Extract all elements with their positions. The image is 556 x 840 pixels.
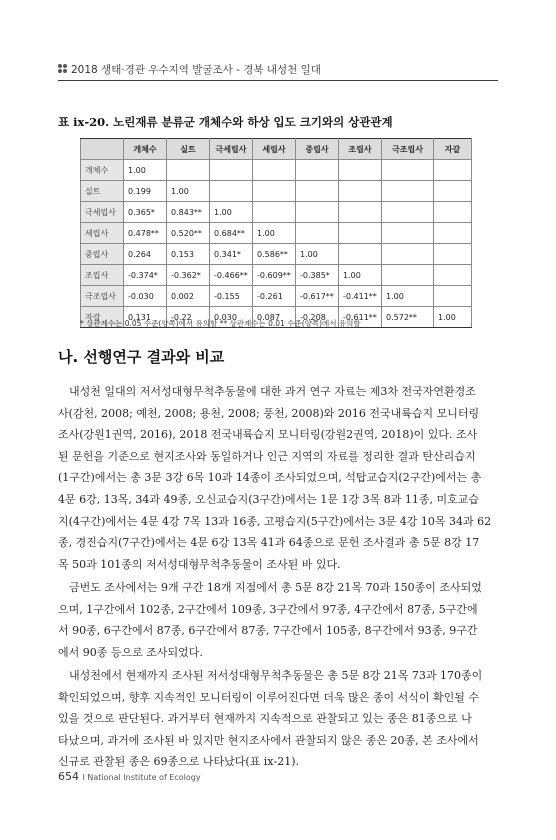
- text-line: 내성천에서 현재까지 조사된 저서성대형무척추동물은 총 5문 8강 21목 73과 170종이: [69, 669, 483, 682]
- table-cell: 0.586**: [253, 244, 296, 265]
- column-header: 조립사: [339, 139, 382, 160]
- table-cell: [339, 160, 382, 181]
- column-header: 극조립사: [382, 139, 434, 160]
- table-cell: 0.002: [167, 286, 210, 307]
- table-cell: 0.572**: [382, 307, 434, 328]
- table-cell: 0.030: [210, 307, 253, 328]
- table-cell: 0.520**: [167, 223, 210, 244]
- text-line: 으며, 1구간에서 102종, 2구간에서 109종, 3구간에서 97종, 4구간에서 87종, 5구간에: [58, 602, 478, 616]
- column-header: 중립사: [296, 139, 339, 160]
- table-row: [81, 202, 472, 223]
- table-cell: [434, 265, 472, 286]
- table-cell: [253, 202, 296, 223]
- table-cell: [339, 244, 382, 265]
- row-header: 개체수: [81, 160, 124, 181]
- table-cell: -0.374*: [124, 265, 167, 286]
- table-cell: 0.264: [124, 244, 167, 265]
- text-line: 에서 90종 등으로 조사되었다.: [58, 645, 203, 659]
- table-cell: [296, 181, 339, 202]
- table-cell: [382, 223, 434, 244]
- row-header: 세립사: [81, 223, 124, 244]
- table-cell: [296, 160, 339, 181]
- text-line: 내성천 일대의 저서성대형무척추동물에 대한 과거 연구 자료는 제3차 전국자연환경조: [69, 385, 476, 398]
- table-cell: 0.199: [124, 181, 167, 202]
- column-header: 자갈: [434, 139, 472, 160]
- row-header: 극세립사: [81, 202, 124, 223]
- table-cell: [296, 202, 339, 223]
- row-header: 실트: [81, 181, 124, 202]
- table-cell: [382, 265, 434, 286]
- table-cell: 0.684**: [210, 223, 253, 244]
- table-cell: -0.261: [253, 286, 296, 307]
- table-cell: [434, 160, 472, 181]
- table-caption: 표 ⅸ-20. 노린재류 분류군 개체수와 하상 입도 크기와의 상관관계: [58, 115, 393, 129]
- header-divider: [58, 80, 498, 81]
- table-cell: -0.22: [167, 307, 210, 328]
- column-header: 실트: [167, 139, 210, 160]
- page-footer: [58, 770, 201, 783]
- table-cell: [167, 160, 210, 181]
- column-header: [81, 139, 124, 160]
- text-line: 타났으며, 과거에 조사된 바 있지만 현지조사에서 관찰되지 않은 종은 20종, 본 조사에서: [58, 733, 479, 747]
- text-line: 지(4구간)에서는 4문 4강 7목 13과 16종, 고평습지(5구간)에서는 3문 4강 10목 34과 62: [58, 514, 492, 528]
- text-line: 확인되었으며, 향후 지속적인 모니터링이 이루어진다면 더욱 많은 종이 서식이 확인될 수: [58, 690, 479, 704]
- table-cell: -0.466**: [210, 265, 253, 286]
- table-cell: 1.00: [339, 265, 382, 286]
- table-cell: 0.087: [253, 307, 296, 328]
- text-line: 종, 경진습지(7구간)에서는 4문 6강 13목 41과 64종으로 문헌 조사결과 총 5문 8강 17: [58, 536, 480, 550]
- table-cell: [382, 181, 434, 202]
- table-cell: 1.00: [253, 223, 296, 244]
- table-cell: [434, 202, 472, 223]
- table-row: [81, 160, 472, 181]
- table-cell: [296, 223, 339, 244]
- table-cell: 1.00: [382, 286, 434, 307]
- table-cell: 1.00: [296, 244, 339, 265]
- table-cell: 0.478**: [124, 223, 167, 244]
- table-cell: [339, 202, 382, 223]
- table-cell: 0.365*: [124, 202, 167, 223]
- table-cell: -0.609**: [253, 265, 296, 286]
- row-header: 자갈: [81, 307, 124, 328]
- column-header: 세립사: [253, 139, 296, 160]
- table-cell: [253, 181, 296, 202]
- table-cell: 0.131: [124, 307, 167, 328]
- text-line: 사(감천, 2008; 예천, 2008; 용천, 2008; 풍천, 2008)와 2016 전국내륙습지 모니터링: [58, 406, 480, 420]
- section-title: 나. 선행연구 결과와 비교: [58, 348, 225, 366]
- table-cell: [339, 223, 382, 244]
- text-line: 서 90종, 6구간에서 87종, 6구간에서 87종, 7구간에서 105종, 8구간에서 93종, 9구간: [58, 624, 478, 638]
- bullet-dots-icon: [58, 64, 68, 74]
- table-row: [81, 244, 472, 265]
- table-cell: -0.362*: [167, 265, 210, 286]
- table-cell: 1.00: [167, 181, 210, 202]
- running-header: [58, 62, 498, 78]
- text-line: 금번도 조사에서는 9개 구간 18개 지점에서 총 5문 8강 21목 70과 150종이 조사되었: [69, 581, 482, 594]
- table-cell: [382, 244, 434, 265]
- table-cell: -0.030: [124, 286, 167, 307]
- paragraph-comparison: [58, 665, 498, 773]
- table-cell: 1.00: [434, 307, 472, 328]
- row-header: 중립사: [81, 244, 124, 265]
- table-cell: -0.208: [296, 307, 339, 328]
- table-row: [81, 286, 472, 307]
- table-cell: [434, 286, 472, 307]
- table-cell: -0.385*: [296, 265, 339, 286]
- column-header: 개체수: [124, 139, 167, 160]
- table-note: * 상관계수는 0.05 수준(양쪽)에서 유의함 ** 상관계수는 0.01 수준(양쪽)에서 유의함: [80, 319, 361, 328]
- table-cell: [339, 181, 382, 202]
- paragraph-current-survey: [58, 577, 498, 663]
- row-header: 조립사: [81, 265, 124, 286]
- table-cell: 1.00: [124, 160, 167, 181]
- table-cell: [434, 181, 472, 202]
- table-cell: [382, 202, 434, 223]
- table-cell: -0.411**: [339, 286, 382, 307]
- text-line: 있을 것으로 판단된다. 과거부터 현재까지 지속적으로 관찰되고 있는 종은 81종으로 나: [58, 712, 472, 726]
- paragraph-literature: [58, 381, 498, 575]
- table-row: [81, 265, 472, 286]
- table-cell: [434, 244, 472, 265]
- text-line: 된 문헌을 기준으로 현지조사와 동일하거나 인근 지역의 자료를 정리한 결과 탄산리습지: [58, 449, 476, 463]
- running-header-text: 2018 생태·경관 우수지역 발굴조사 - 경북 내성천 일대: [71, 64, 321, 76]
- text-line: 4문 6강, 13목, 34과 49종, 오신교습지(3구간)에서는 1문 1강 3목 8과 11종, 미호교습: [58, 492, 480, 506]
- table-row: [81, 223, 472, 244]
- footer-organization: I National Institute of Ecology: [82, 773, 201, 782]
- text-line: 목 50과 101종의 저서성대형무척추동물이 조사된 바 있다.: [58, 557, 341, 571]
- table-cell: -0.155: [210, 286, 253, 307]
- text-line: 신규로 관찰된 종은 69종으로 나타났다(표 ⅸ-21).: [58, 755, 300, 769]
- table-row: [81, 181, 472, 202]
- table-cell: -0.617**: [296, 286, 339, 307]
- table-cell: -0.611**: [339, 307, 382, 328]
- table-cell: [210, 160, 253, 181]
- table-cell: 0.341*: [210, 244, 253, 265]
- row-header: 극조립사: [81, 286, 124, 307]
- page-number: 654: [58, 770, 79, 783]
- table-cell: [253, 160, 296, 181]
- table-cell: 0.153: [167, 244, 210, 265]
- table-header-row: [81, 139, 472, 160]
- table-cell: 1.00: [210, 202, 253, 223]
- table-cell: [382, 160, 434, 181]
- table-cell: [434, 223, 472, 244]
- column-header: 극세립사: [210, 139, 253, 160]
- text-line: (1구간)에서는 총 3문 3강 6목 10과 14종이 조사되었으며, 석탑교습지(2구간)에서는 총: [58, 471, 482, 485]
- table-cell: 0.843**: [167, 202, 210, 223]
- correlation-table: [80, 138, 472, 328]
- table-cell: [210, 181, 253, 202]
- text-line: 조사(강원1권역, 2016), 2018 전국내륙습지 모니터링(강원2권역, 2018)이 있다. 조사: [58, 428, 478, 442]
